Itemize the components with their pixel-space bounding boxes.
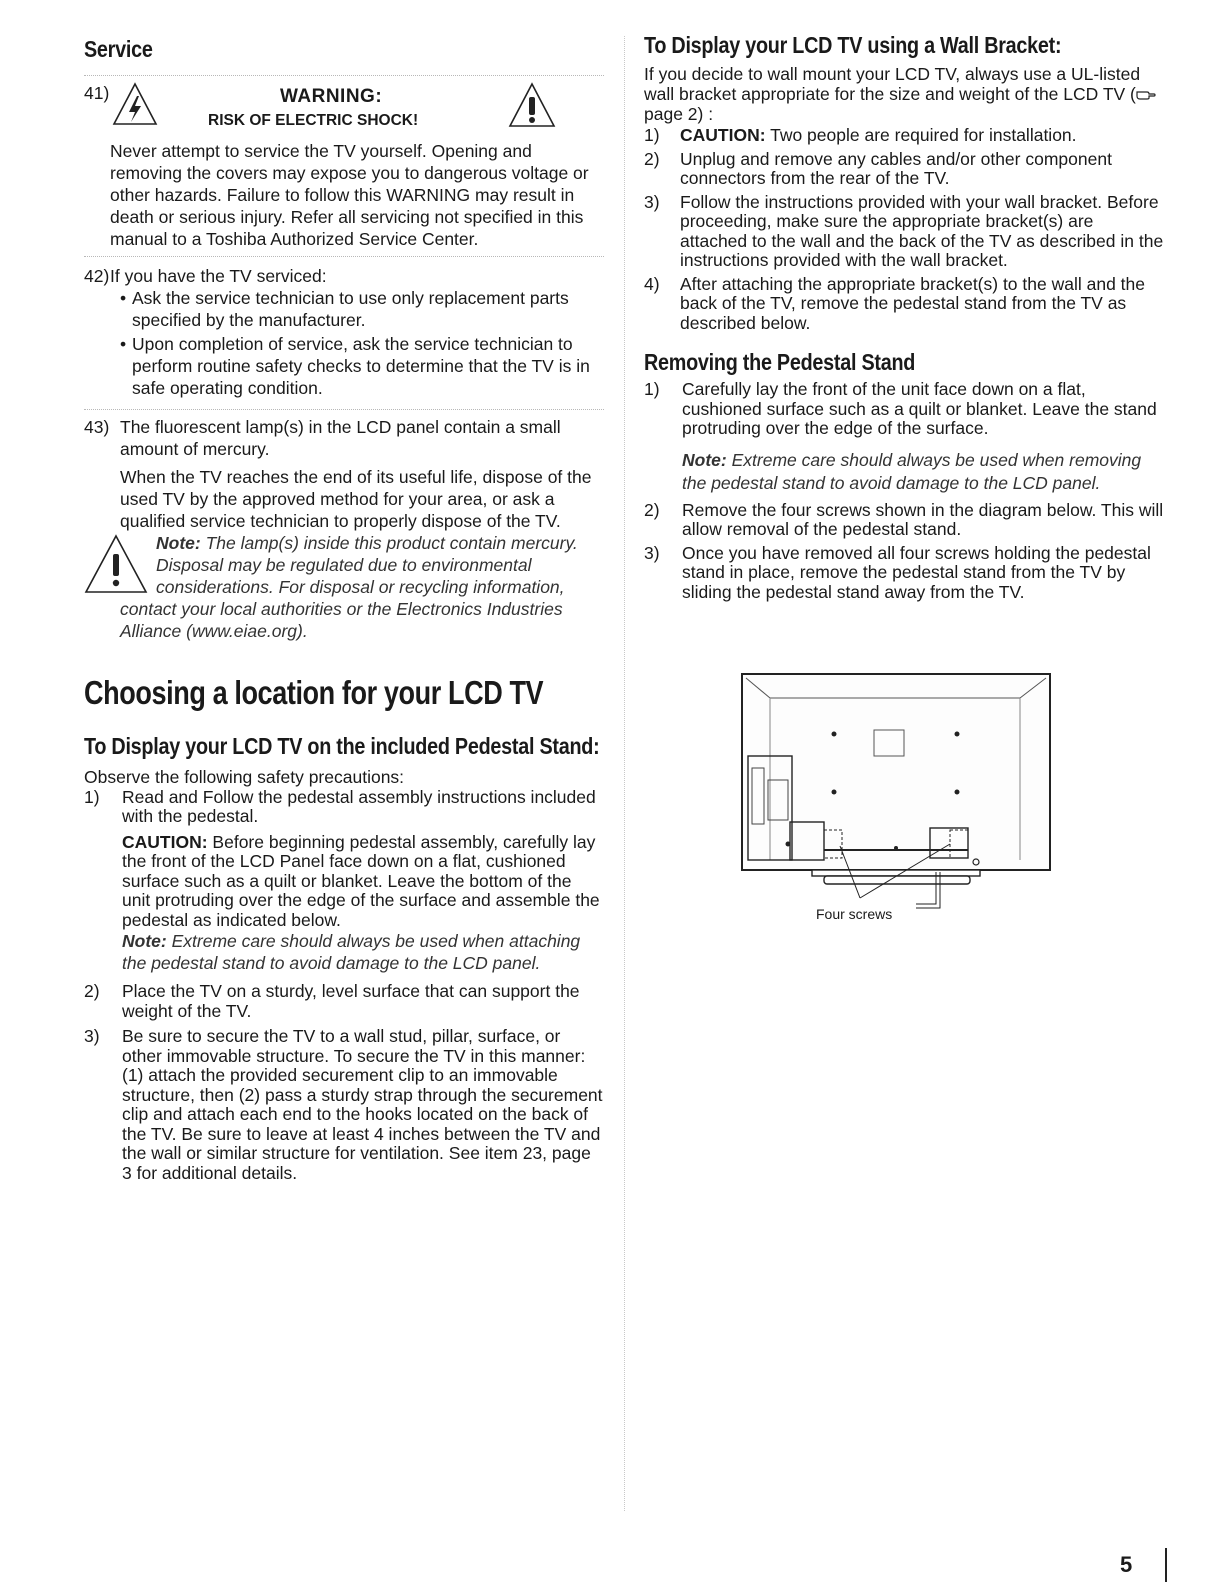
tv-back-diagram (740, 672, 1052, 932)
exclamation-warning-icon (508, 82, 556, 128)
note-text (682, 449, 1164, 495)
note-body: Extreme care should always be used when removing the pedestal stand to avoid damage to the LCD panel. (682, 449, 1142, 493)
diagram-caption: Four screws (816, 906, 893, 922)
caution-text (122, 833, 604, 931)
pedestal-heading: To Display your LCD TV on the included Pedestal Stand: (84, 733, 600, 759)
wall-intro-ref: page 2) : (644, 103, 714, 124)
page-marker-bar (1165, 1548, 1167, 1582)
bullet-dot: • (120, 334, 127, 354)
step-text: After attaching the appropriate bracket(s) to the wall and the back of the TV, remove the pedestal stand from the TV as described below. (680, 273, 1145, 333)
remove-step-1 (644, 380, 1164, 439)
step-number: 3) (84, 1026, 100, 1046)
item-number: 43) (84, 417, 110, 437)
caution-label: CAUTION: (680, 125, 766, 146)
column-divider (624, 36, 625, 1511)
warning-subtitle: RISK OF ELECTRIC SHOCK! (208, 112, 419, 129)
step-text: Place the TV on a sturdy, level surface that can support the weight of the TV. (122, 981, 580, 1021)
warning-title: WARNING: (280, 86, 383, 107)
electric-shock-warning-icon (112, 82, 158, 126)
divider (84, 256, 604, 257)
pedestal-caution (122, 833, 604, 975)
remove-step-3 (644, 544, 1164, 603)
divider (84, 75, 604, 76)
item-text: When the TV reaches the end of its useful life, dispose of the used TV by the approved method for your area, or ask a qualified service technician to properly dispose of the TV. (120, 467, 592, 531)
bullet-text: Upon completion of service, ask the service technician to perform routine safety checks to determine that the TV is in safe operating condition. (132, 334, 590, 398)
note-label: Note: (682, 449, 727, 470)
wall-step-1 (644, 126, 1164, 146)
note-label: Note: (122, 931, 167, 951)
right-column (644, 30, 1164, 602)
step-number: 4) (644, 273, 660, 294)
step-number: 3) (644, 542, 660, 563)
pedestal-step-1 (84, 788, 604, 827)
removing-heading: Removing the Pedestal Stand (644, 349, 916, 376)
step-text: Once you have removed all four screws holding the pedestal stand in place, remove the pedestal stand from the TV by sliding the pedestal stand away from the TV. (682, 542, 1151, 602)
observe-text: Observe the following safety precautions: (84, 767, 405, 787)
item-text: The fluorescent lamp(s) in the LCD panel contain a small amount of mercury. (120, 417, 561, 459)
step-text: Read and Follow the pedestal assembly instructions included with the pedestal. (122, 786, 596, 826)
pedestal-heading-wrap (84, 730, 604, 762)
item-intro: If you have the TV serviced: (110, 266, 327, 286)
pedestal-step-3 (84, 1027, 604, 1183)
bullet-item (120, 333, 604, 399)
caution-body: Before beginning pedestal assembly, carefully lay the front of the LCD Panel face down on a flat, cushioned surface such as a quilt or blanket. Leave the bottom of the unit protruding over the edge of the surface and assemble the pedestal as indicated below. (122, 831, 600, 930)
note-text (122, 930, 604, 974)
wall-intro-text: If you decide to wall mount your LCD TV, always use a UL-listed wall bracket appropriate for the size and weight of the LCD TV ( (644, 64, 1141, 104)
step-number: 3) (644, 191, 660, 212)
step-number: 1) (644, 125, 660, 146)
note-body: The lamp(s) inside this product contain mercury. Disposal may be regulated due to environmental considerations. For disposal or recycling information, contact your local authorities or the Electronics Industries Alliance (www.eiae.org). (120, 533, 578, 641)
tv-rear-illustration (740, 672, 1052, 912)
wall-bracket-heading: To Display your LCD TV using a Wall Bracket: (644, 32, 1062, 58)
wall-step-3 (644, 193, 1164, 271)
pedestal-step-2 (84, 982, 604, 1021)
wall-intro (644, 65, 1164, 124)
step-number: 2) (84, 981, 100, 1001)
step-text: Unplug and remove any cables and/or other component connectors from the rear of the TV. (680, 148, 1112, 189)
item-43 (84, 416, 604, 642)
divider (84, 409, 604, 410)
caution-label: CAUTION: (122, 831, 208, 852)
step-text: Follow the instructions provided with your wall bracket. Before proceeding, make sure the appropriate bracket(s) are attached to the wall and the back of the TV as described in the instructions provided with the wall bracket. (680, 191, 1164, 271)
page-number: 5 (1120, 1552, 1133, 1577)
step-number: 2) (644, 148, 660, 169)
item-number: 41) (84, 83, 110, 103)
item-41 (84, 82, 604, 250)
step-text: Carefully lay the front of the unit face down on a flat, cushioned surface such as a quilt or blanket. Leave the stand protruding over the edge of the surface. (682, 379, 1157, 439)
item-42 (84, 265, 604, 399)
pointing-hand-icon (1136, 85, 1156, 105)
service-heading: Service (84, 36, 153, 62)
wall-step-2 (644, 150, 1164, 189)
bullet-item (120, 287, 604, 331)
bullet-text: Ask the service technician to use only replacement parts specified by the manufacturer. (132, 288, 569, 330)
note-label: Note: (156, 533, 201, 553)
step-text: Two people are required for installation. (770, 125, 1077, 146)
exclamation-warning-icon (84, 534, 148, 594)
step-number: 1) (644, 379, 660, 400)
choosing-heading: Choosing a location for your LCD TV (84, 674, 544, 711)
step-text: Remove the four screws shown in the diagram below. This will allow removal of the pedestal stand. (682, 499, 1164, 540)
step-number: 1) (84, 786, 100, 807)
step-text: Be sure to secure the TV to a wall stud, pillar, surface, or other immovable structure. To secure the TV in this manner: (1) attach the provided securement clip to an immovable structure, then (2) pass a sturdy strap through the securement clip and attach each end to the hooks located on the back of the TV. Be sure to leave at least 4 inches between the TV and the wall or similar structure for ventilation. See item 23, page 3 for additional details. (122, 1026, 603, 1183)
item-number: 42) (84, 266, 110, 286)
mercury-note (120, 532, 604, 642)
warning-header (84, 82, 604, 142)
note-text (120, 532, 604, 642)
note-body: Extreme care should always be used when attaching the pedestal stand to avoid damage to the LCD panel. (122, 931, 581, 973)
warning-body: Never attempt to service the TV yourself. Opening and removing the covers may expose you to dangerous voltage or other hazards. Failure to follow this WARNING may result in death or serious injury. Refer all servicing not specified in this manual to a Toshiba Authorized Service Center. (110, 141, 589, 249)
wall-step-4 (644, 275, 1164, 334)
left-column (84, 30, 604, 1183)
bullet-dot: • (120, 288, 127, 308)
step-number: 2) (644, 499, 660, 520)
remove-step-2 (644, 501, 1164, 540)
